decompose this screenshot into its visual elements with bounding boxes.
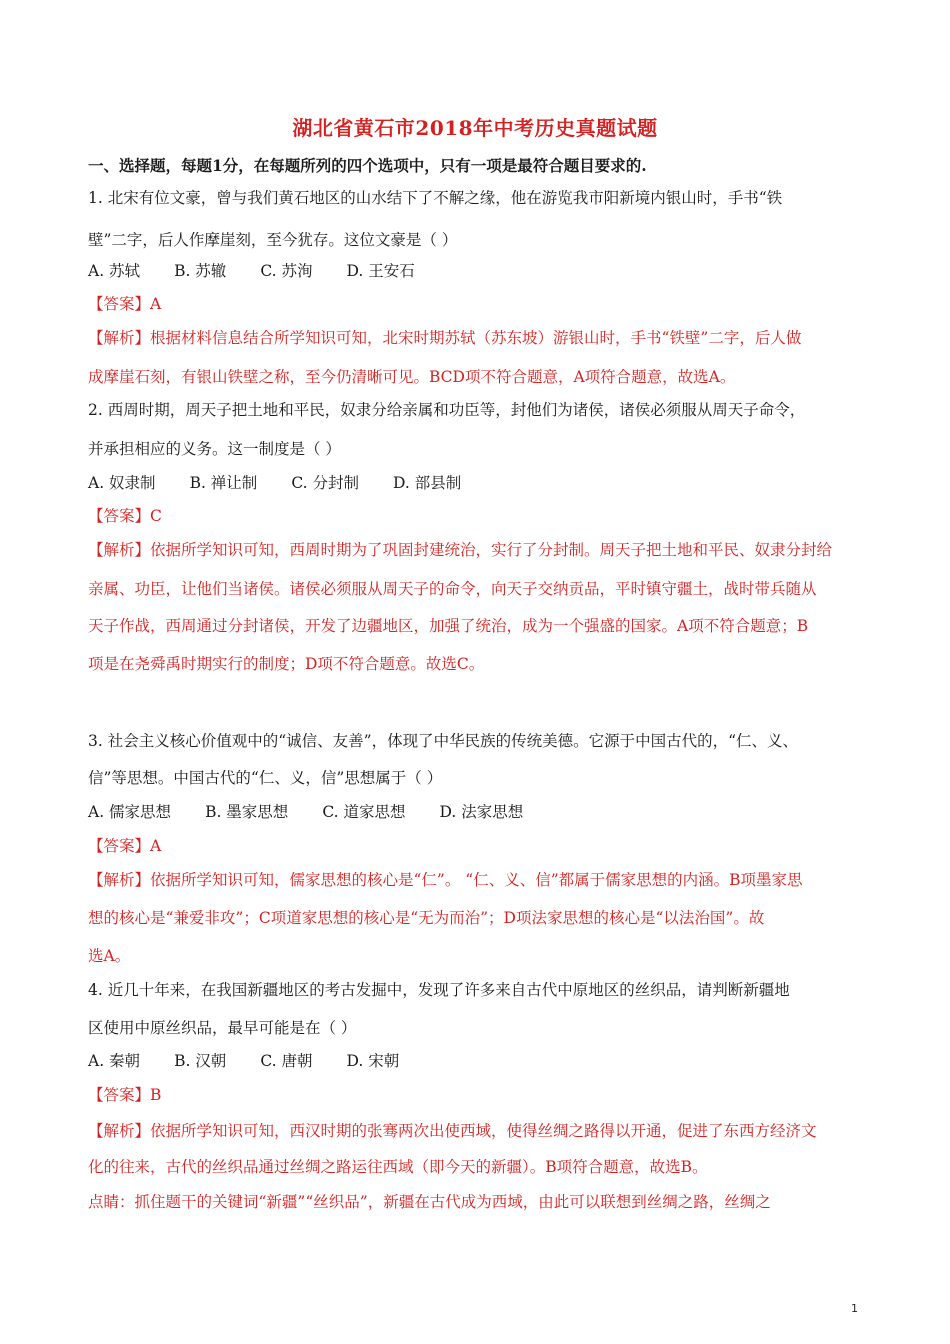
question-1-stem-line-2: 壁”二字，后人作摩崖刻，至今犹存。这位文豪是（ ） xyxy=(88,231,458,249)
question-3-analysis-line-1: 【解析】依据所学知识可知，儒家思想的核心是“仁”。 “仁、义、信”都属于儒家思想的内涵。B项墨家思 xyxy=(88,871,803,889)
question-3-stem-line-1: 3. 社会主义核心价值观中的“诚信、友善”，体现了中华民族的传统美德。它源于中国古代的，“仁、义、 xyxy=(88,732,798,750)
option-b: B. 汉朝 xyxy=(174,1052,227,1070)
question-4-stem-line-2: 区使用中原丝织品，最早可能是在（ ） xyxy=(88,1019,357,1037)
question-2-stem-line-2: 并承担相应的义务。这一制度是（ ） xyxy=(88,440,341,458)
question-2-analysis-line-2: 亲属、功臣，让他们当诸侯。诸侯必须服从周天子的命令，向天子交纳贡品，平时镇守疆土，战时带兵随从 xyxy=(88,580,817,598)
option-c: C. 道家思想 xyxy=(322,803,406,821)
question-3-analysis-line-3: 选A。 xyxy=(88,947,131,965)
question-4-stem-line-1: 4. 近几十年来，在我国新疆地区的考古发掘中，发现了许多来自古代中原地区的丝织品，请判断新疆地 xyxy=(88,981,790,999)
section-heading: 一、选择题，每题1分，在每题所列的四个选项中，只有一项是最符合题目要求的. xyxy=(88,156,647,175)
option-d: D. 王安石 xyxy=(346,262,415,280)
page-number: 1 xyxy=(851,1302,858,1315)
question-4-answer: 【答案】B xyxy=(88,1086,162,1104)
question-1-options xyxy=(88,259,868,281)
option-d: D. 宋朝 xyxy=(346,1052,400,1070)
option-d: D. 法家思想 xyxy=(439,803,524,821)
question-4-options xyxy=(88,1049,868,1071)
question-3-analysis-line-2: 想的核心是“兼爱非攻”；C项道家思想的核心是“无为而治”；D项法家思想的核心是“以法治国”。故 xyxy=(88,909,765,927)
page-title: 湖北省黄石市2018年中考历史真题试题 xyxy=(292,116,658,140)
question-4-analysis-line-2: 化的往来，古代的丝织品通过丝绸之路运往西域（即今天的新疆）。B项符合题意，故选B。 xyxy=(88,1158,708,1176)
question-4-analysis-line-1: 【解析】依据所学知识可知，西汉时期的张骞两次出使西域，使得丝绸之路得以开通，促进了东西方经济文 xyxy=(88,1122,817,1140)
option-d: D. 部县制 xyxy=(392,474,462,492)
option-a: A. 苏轼 xyxy=(88,262,141,280)
option-b: B. 禅让制 xyxy=(189,474,258,492)
option-b: B. 苏辙 xyxy=(174,262,227,280)
question-4-comment: 点睛：抓住题干的关键词“新疆”“丝织品”，新疆在古代成为西域，由此可以联想到丝绸之路，丝绸之 xyxy=(88,1193,771,1211)
question-3-options xyxy=(88,800,868,822)
question-3-answer: 【答案】A xyxy=(88,837,162,855)
question-2-analysis-line-3: 天子作战，西周通过分封诸侯，开发了边疆地区，加强了统治，成为一个强盛的国家。A项不符合题意；B xyxy=(88,617,809,635)
option-b: B. 墨家思想 xyxy=(205,803,289,821)
question-2-analysis-line-4: 项是在尧舜禹时期实行的制度；D项不符合题意。故选C。 xyxy=(88,655,485,673)
option-c: C. 分封制 xyxy=(291,474,359,492)
question-2-stem-line-1: 2. 西周时期，周天子把土地和平民，奴隶分给亲属和功臣等，封他们为诸侯，诸侯必须服从周天子命令， xyxy=(88,401,806,419)
option-a: A. 秦朝 xyxy=(88,1052,141,1070)
option-a: A. 奴隶制 xyxy=(88,474,156,492)
question-2-answer: 【答案】C xyxy=(88,507,162,525)
option-c: C. 唐朝 xyxy=(260,1052,313,1070)
option-a: A. 儒家思想 xyxy=(88,803,172,821)
question-1-answer: 【答案】A xyxy=(88,295,162,313)
question-2-analysis-line-1: 【解析】依据所学知识可知，西周时期为了巩固封建统治，实行了分封制。周天子把土地和平民、奴隶分封给 xyxy=(88,541,833,559)
question-1-analysis-line-2: 成摩崖石刻，有银山铁壁之称，至今仍清晰可见。BCD项不符合题意，A项符合题意，故选A。 xyxy=(88,368,736,386)
option-c: C. 苏洵 xyxy=(260,262,313,280)
question-1-stem-line-1: 1. 北宋有位文豪，曾与我们黄石地区的山水结下了不解之缘，他在游览我市阳新境内银山时，手书“铁 xyxy=(88,189,783,207)
question-2-options xyxy=(88,471,868,493)
question-1-analysis-line-1: 【解析】根据材料信息结合所学知识可知，北宋时期苏轼（苏东坡）游银山时，手书“铁壁”二字，后人做 xyxy=(88,329,802,347)
question-3-stem-line-2: 信”等思想。中国古代的“仁、义，信”思想属于（ ） xyxy=(88,769,443,787)
